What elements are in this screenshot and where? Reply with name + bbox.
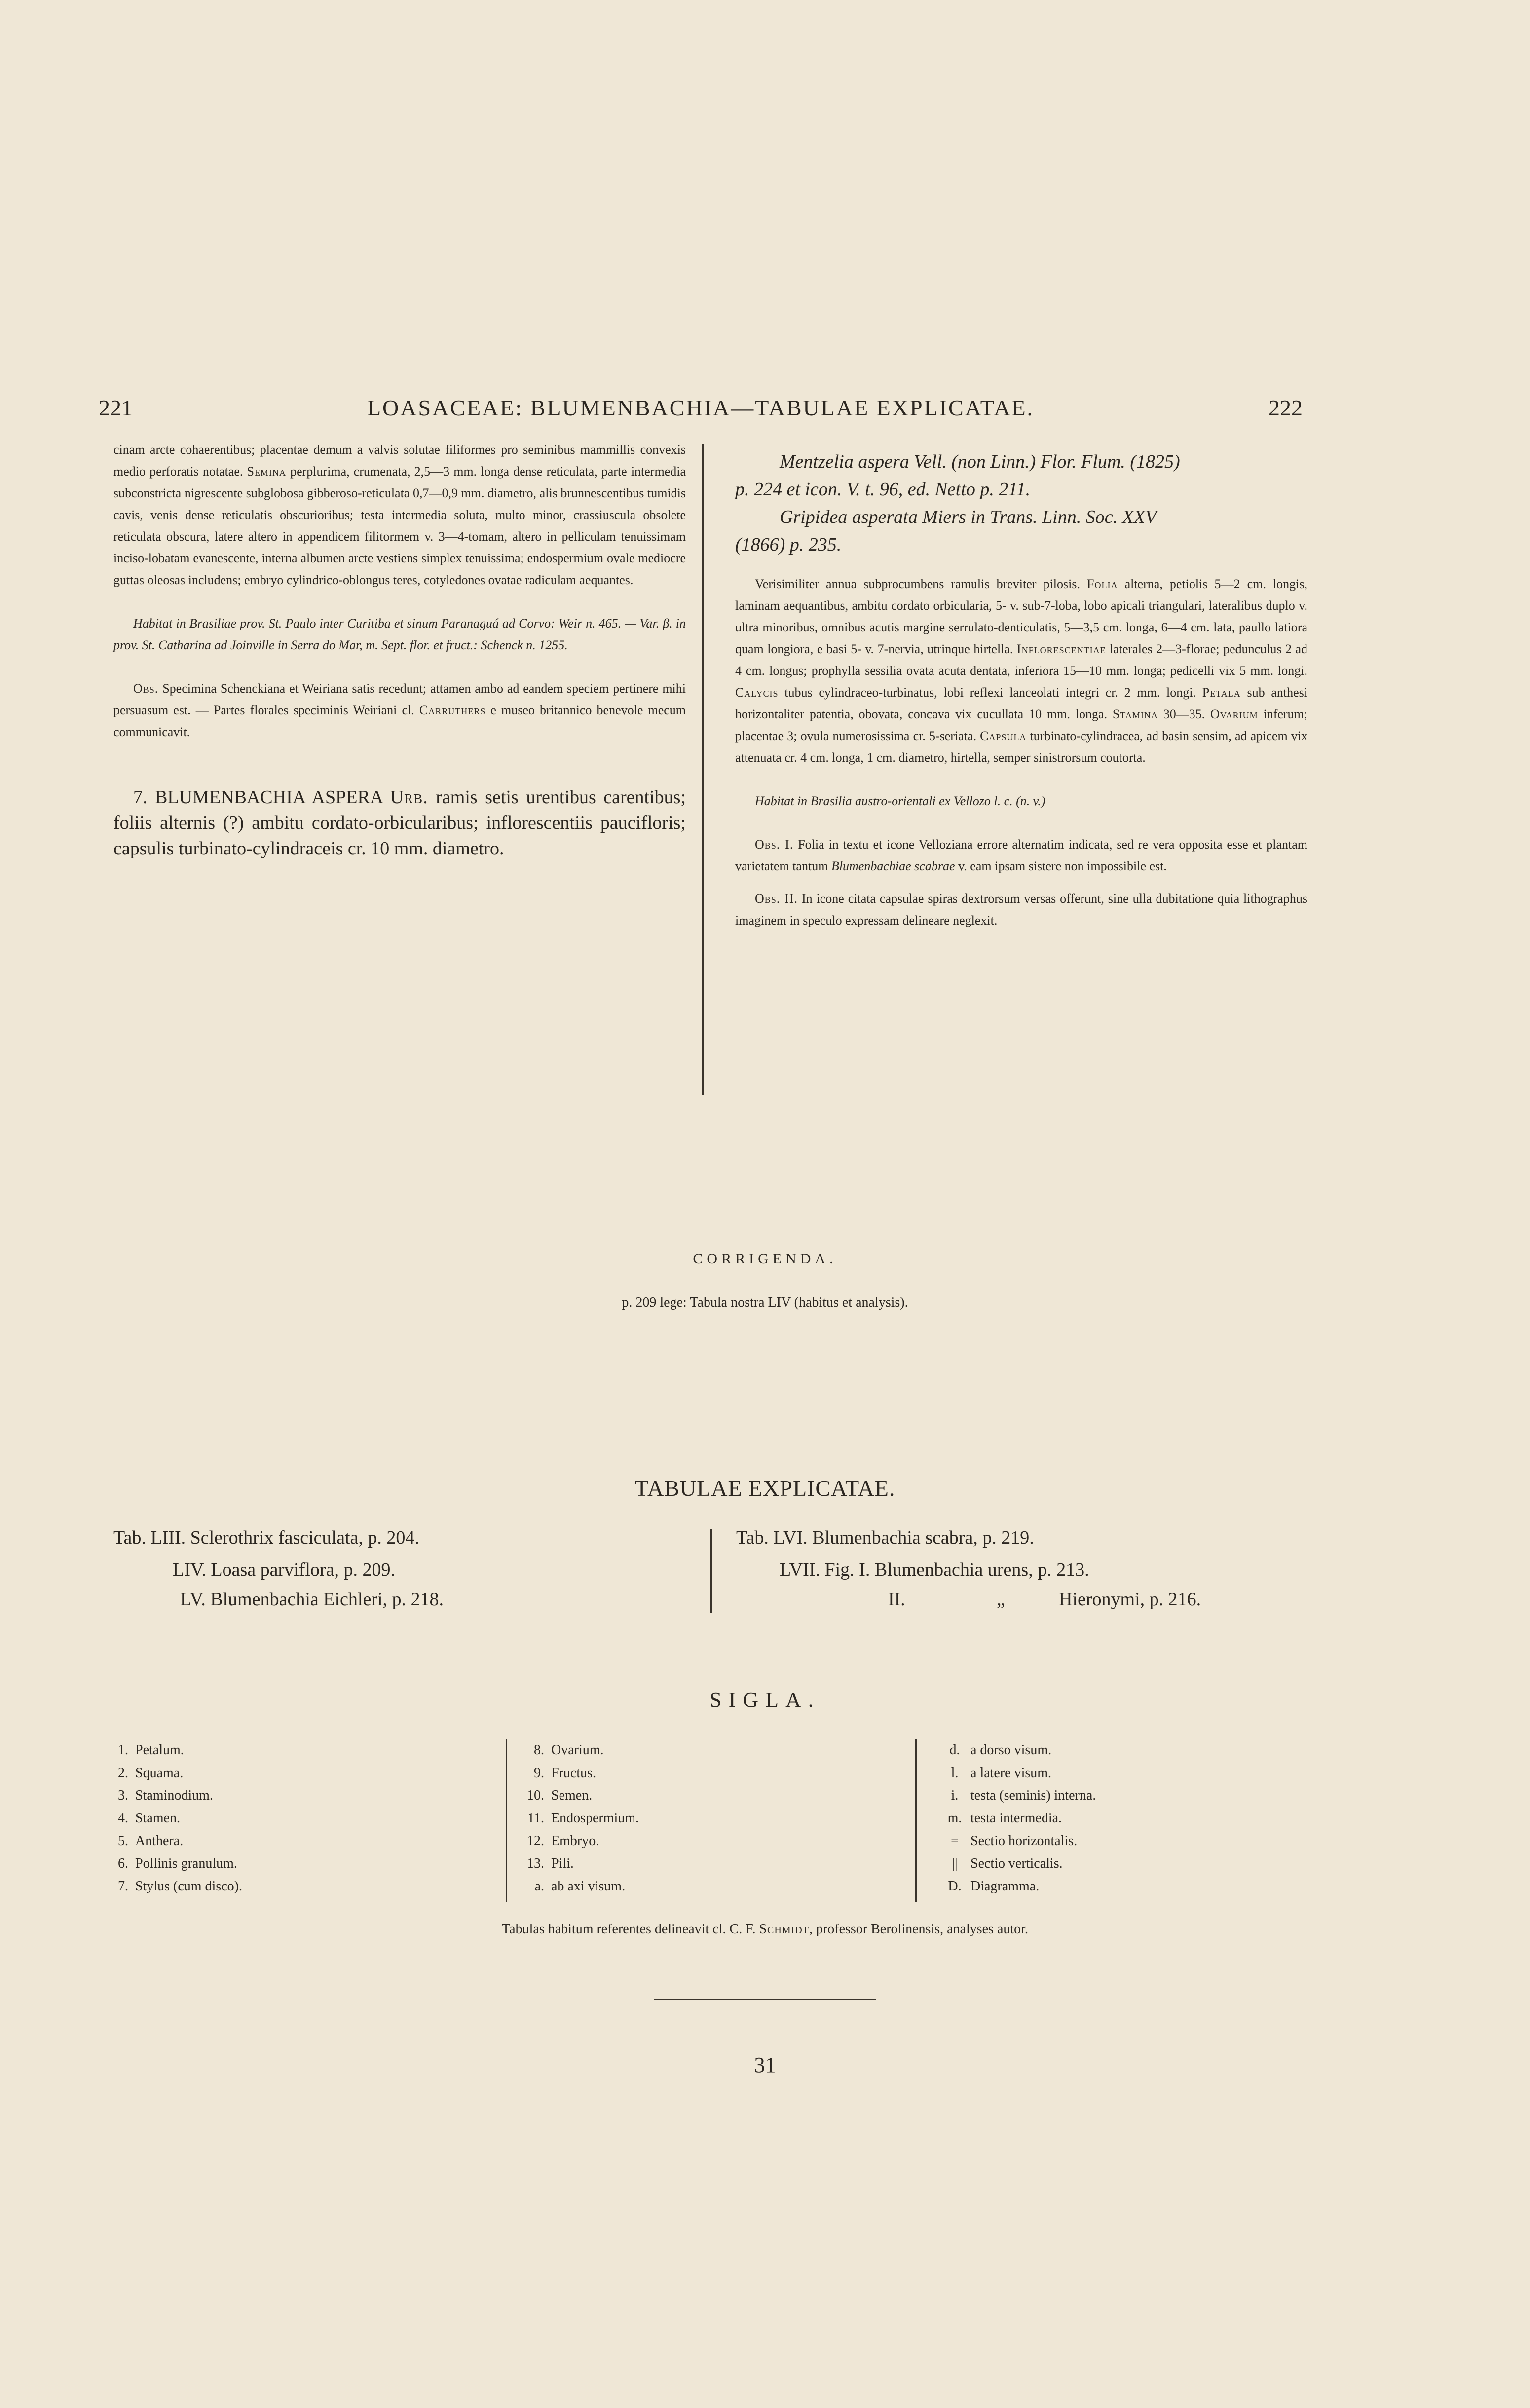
habitat-paragraph: Habitat in Brasiliae prov. St. Paulo inter Curitiba et sinum Paranaguá ad Corvo: Weir n. 465. — Var. β. in prov. St. Catharina ad Joinville in Serra do Mar, m. Sept. flor. et fruct.: Schenck n. 1255. [113, 616, 686, 652]
left-column [113, 439, 686, 861]
sigla-title: SIGLA. [709, 1688, 821, 1712]
plate-divider [710, 1529, 712, 1613]
closing-rule [654, 1999, 876, 2000]
tabulae-title: TABULAE EXPLICATAE. [634, 1476, 896, 1501]
sigla-divider [506, 1739, 507, 1902]
sigla-column-1 [109, 1739, 242, 1898]
plate-entry: LVII. Fig. I. Blumenbachia urens, p. 213. [780, 1559, 1089, 1580]
habitat-paragraph-right: Habitat in Brasilia austro-orientali ex Vellozo l. c. (n. v.) [755, 794, 1045, 808]
running-title: LOASACEAE: BLUMENBACHIA—TABULAE EXPLICATAE. [367, 395, 1035, 420]
sigla-item: 3. Staminodium. [118, 1788, 213, 1803]
sigla-item: 2. Squama. [118, 1765, 184, 1780]
sigla-item: || Sectio verticalis. [952, 1856, 1063, 1871]
species-heading: 7. BLUMENBACHIA ASPERA Urb. ramis setis urentibus carentibus; foliis alternis (?) ambitu cordato-orbicularibus; inflorescentiis paucifloris; capsulis turbinato-cylindraceis cr. 10 mm. diametro. [113, 787, 686, 859]
sigla-item: i. testa (seminis) interna. [951, 1788, 1096, 1803]
corrigenda-text: p. 209 lege: Tabula nostra LIV (habitus et analysis). [622, 1295, 908, 1310]
synonym-1: Mentzelia aspera Vell. (non Linn.) Flor. Flum. (1825) p. 224 et icon. V. t. 96, ed. Netto p. 211. [735, 451, 1180, 500]
sigla-item: d. a dorso visum. [949, 1742, 1052, 1758]
sigla-item: = Sectio horizontalis. [951, 1833, 1078, 1849]
sigla-item: 12. Embryo. [527, 1833, 599, 1849]
plate-entry: II. [888, 1589, 905, 1610]
plate-entry: Tab. LVI. Blumenbachia scabra, p. 219. [736, 1527, 1034, 1548]
sigla-item: l. a latere visum. [951, 1765, 1052, 1780]
sigla-column-3 [945, 1739, 1096, 1898]
sigla-item: 10. Semen. [527, 1788, 593, 1803]
plate-entry: LIV. Loasa parviflora, p. 209. [173, 1559, 395, 1580]
plate-entry: Tab. LIII. Sclerothrix fasciculata, p. 204. [113, 1527, 419, 1548]
sigla-item: D. Diagramma. [948, 1879, 1040, 1894]
right-column [735, 448, 1307, 931]
sigla-item: 11. Endospermium. [527, 1811, 639, 1826]
sigla-item: 5. Anthera. [118, 1833, 184, 1849]
column-divider [702, 444, 704, 1095]
page-number: 31 [754, 2053, 776, 2077]
observation-1: Obs. I. Folia in textu et icone Velloziana errore alternatim indicata, sed re vera opposita esse et plantam varietatem tantum Blumenbachiae scabrae v. eam ipsam sistere non impossibile est. [735, 837, 1308, 873]
observation-2: Obs. II. In icone citata capsulae spiras dextrorsum versas offerunt, sine ulla dubitatione quia lithographus imaginem in speculo expressam delineare neglexit. [735, 891, 1308, 927]
sigla-item: 6. Pollinis granulum. [118, 1856, 237, 1871]
sigla-item: a. ab axi visum. [534, 1879, 626, 1894]
sigla-item: 1. Petalum. [118, 1742, 184, 1758]
species-description: Verisimiliter annua subprocumbens ramulis breviter pilosis. Folia alterna, petiolis 5—2 cm. longis, laminam aequantibus, ambitu cordato orbicularia, 5- v. sub-7-loba, lobo apicali triangulari, lateralibus duplo v. ultra minoribus, omnibus acutis margine serrulato-denticulatis, 5—3,5 cm. longa, 6—4 cm. lata, paullo latiora quam longiora, e basi 5- v. 7-nervia, utrinque hirtella. Inflorescentiae laterales 2—3-florae; pedunculus 2 ad 4 cm. longus; prophylla sessilia ovata acuta dentata, inferiora 15—10 mm. longa; pedicelli vix 5 mm. longi. Calycis tubus cylindraceo-turbinatus, lobi reflexi lanceolati integri cr. 2 mm. longi. Petala sub anthesi horizontaliter patentia, obovata, concava vix cucullata 10 mm. longa. Stamina 30—35. Ovarium inferum; placentae 3; ovula numerosissima cr. 5-seriata. Capsula turbinato-cylindracea, ad basin sensim, ad apicem vix attenuata cr. 4 cm. longa, 1 cm. diametro, hirtella, semper sinistrorsum coutorta. [735, 577, 1308, 765]
running-header [99, 395, 1303, 429]
seed-description: cinam arcte cohaerentibus; placentae demum a valvis solutae filiformes pro seminibus mammillis convexis medio perforatis notatae. Semina perplurima, crumenata, 2,5—3 mm. longa dense reticulata, parte intermedia subconstricta nigrescente subglobosa gibberoso-reticulata 0,7—0,9 mm. diametro, alis brunnescentibus tumidis cavis, venis dense reticulatis obscurioribus; testa intermedia soluta, multo minor, crassiuscula obsolete reticulata obscura, latere altero in appendicem filitormem v. 3—4-tomam, altero in pelliculam tenuissimam inciso-lobatam evanescente, interna albumen arcte vestiens simplex tenuissima; endospermium ovale mediocre guttas oleosas includens; embryo cylindrico-oblongus teres, cotyledones ovatae radiculam aequantes. [113, 443, 686, 587]
observation-paragraph: Obs. Specimina Schenckiana et Weiriana satis recedunt; attamen ambo ad eandem speciem pertinere mihi persuasum est. — Partes florales speciminis Weiriani cl. Carruthers e museo britannico benevole mecum communicavit. [113, 681, 686, 739]
page-number-left: 221 [99, 395, 133, 420]
plate-entry: LV. Blumenbachia Eichleri, p. 218. [180, 1589, 444, 1610]
sigla-item: 13. Pili. [527, 1856, 574, 1871]
plate-entry: Hieronymi, p. 216. [1059, 1589, 1201, 1610]
ditto-mark: „ [997, 1589, 1005, 1610]
corrigenda-title: CORRIGENDA. [693, 1251, 837, 1267]
sigla-item: 7. Stylus (cum disco). [118, 1879, 242, 1894]
sigla-divider [915, 1739, 917, 1902]
sigla-item: 4. Stamen. [118, 1811, 180, 1826]
synonym-2: Gripidea asperata Miers in Trans. Linn. Soc. XXV (1866) p. 235. [735, 507, 1157, 555]
credit-line: Tabulas habitum referentes delineavit cl. C. F. Schmidt, professor Berolinensis, analyses autor. [502, 1922, 1028, 1937]
page-number-right: 222 [1269, 395, 1303, 420]
sigla-item: m. testa intermedia. [947, 1811, 1062, 1826]
sigla-column-2 [516, 1739, 639, 1898]
sigla-item: 8. Ovarium. [534, 1742, 604, 1758]
sigla-item: 9. Fructus. [534, 1765, 596, 1780]
